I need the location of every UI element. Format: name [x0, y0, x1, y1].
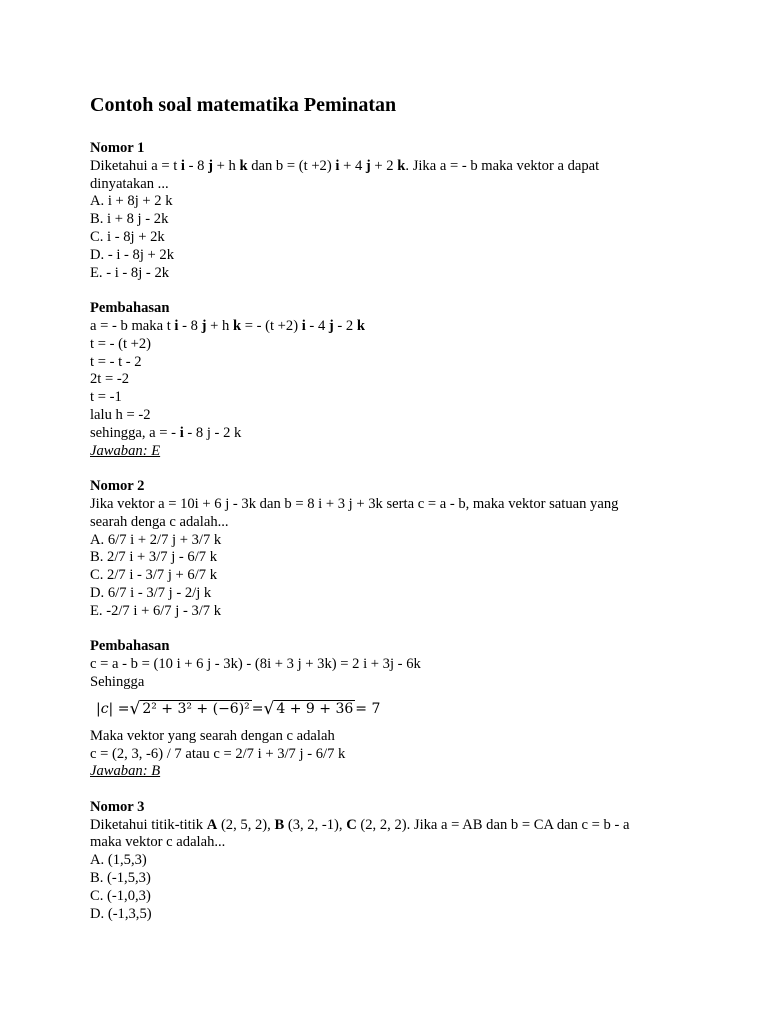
question-2-text-cont: searah denga c adalah... — [90, 513, 229, 530]
solution-line: Sehingga — [90, 673, 145, 690]
option: E. - i - 8j - 2k — [90, 264, 170, 281]
solution-1-heading: Pembahasan — [90, 300, 170, 317]
question-2-heading: Nomor 2 — [90, 478, 145, 495]
answer-2: Jawaban: B — [90, 763, 161, 780]
question-3-text: Diketahui titik-titik A (2, 5, 2), B (3, 2, -1), C (2, 2, 2). Jika a = AB dan b = CA dan c = b - a — [90, 816, 630, 833]
solution-line: Maka vektor yang searah dengan c adalah — [90, 727, 335, 744]
formula-result: = 7 — [355, 700, 381, 717]
option: D. 6/7 i - 3/7 j - 2/j k — [90, 584, 212, 601]
question-1-text: Diketahui a = t i - 8 j + h k dan b = (t +2) i + 4 j + 2 k. Jika a = - b maka vektor a dapat — [90, 157, 600, 174]
answer-1: Jawaban: E — [90, 442, 161, 459]
option: E. -2/7 i + 6/7 j - 3/7 k — [90, 602, 222, 619]
option: C. 2/7 i - 3/7 j + 6/7 k — [90, 567, 218, 584]
option: B. 2/7 i + 3/7 j - 6/7 k — [90, 549, 218, 566]
solution-line: a = - b maka t i - 8 j + h k = - (t +2) i - 4 j - 2 k — [90, 317, 365, 334]
option: B. i + 8 j - 2k — [90, 211, 169, 228]
question-1-heading: Nomor 1 — [90, 140, 145, 156]
solution-line: 2t = -2 — [90, 371, 130, 388]
sqrt-icon: √ — [263, 698, 275, 719]
question-3-text-cont: maka vektor c adalah... — [90, 834, 226, 851]
option: A. i + 8j + 2 k — [90, 193, 173, 210]
document-content — [90, 92, 690, 923]
solution-line: c = a - b = (10 i + 6 j - 3k) - (8i + 3 j + 3k) = 2 i + 3j - 6k — [90, 656, 421, 673]
solution-line: t = - t - 2 — [90, 353, 142, 370]
option: B. (-1,5,3) — [90, 870, 151, 887]
solution-line: c = (2, 3, -6) / 7 atau c = 2/7 i + 3/7 j - 6/7 k — [90, 745, 346, 762]
solution-line: t = -1 — [90, 389, 122, 406]
option: A. (1,5,3) — [90, 852, 147, 869]
page-title: Contoh soal matematika Peminatan — [90, 94, 397, 116]
option: D. (-1,3,5) — [90, 905, 152, 922]
option: D. - i - 8j + 2k — [90, 246, 175, 263]
question-1-text-cont: dinyatakan ... — [90, 175, 169, 192]
magnitude-formula — [92, 698, 690, 722]
question-2-text: Jika vektor a = 10i + 6 j - 3k dan b = 8 i + 3 j + 3k serta c = a - b, maka vektor satuan yang — [90, 495, 619, 512]
solution-line: lalu h = -2 — [90, 406, 151, 423]
solution-line: sehingga, a = - i - 8 j - 2 k — [90, 424, 242, 441]
option: C. (-1,0,3) — [90, 887, 151, 904]
question-3-heading: Nomor 3 — [90, 798, 145, 815]
formula-radicand-1: 2² + 3² + (−6)² — [142, 701, 250, 718]
option: A. 6/7 i + 2/7 j + 3/7 k — [90, 531, 222, 548]
formula-radicand-2: 4 + 9 + 36 — [276, 701, 354, 718]
sqrt-icon: √ — [129, 698, 141, 719]
formula-lhs: |c| = — [96, 700, 130, 717]
option: C. i - 8j + 2k — [90, 228, 165, 245]
solution-2-heading: Pembahasan — [90, 638, 170, 655]
formula-mid: = — [251, 700, 264, 717]
solution-line: t = - (t +2) — [90, 335, 152, 352]
